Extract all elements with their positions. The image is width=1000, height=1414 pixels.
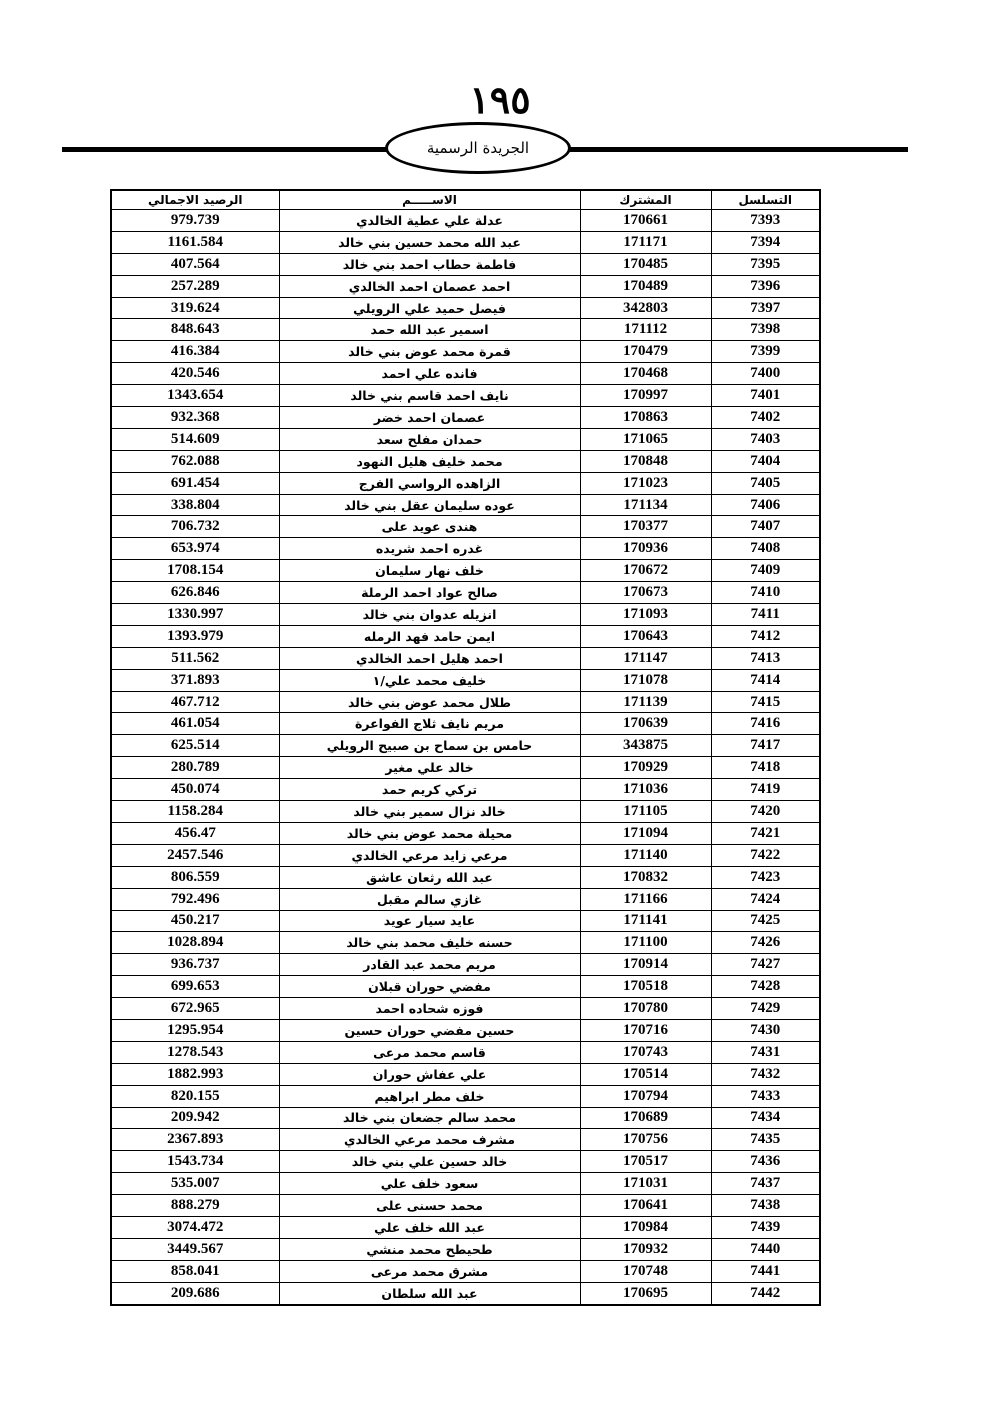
table-row	[111, 1041, 820, 1063]
serial-cell: 7419	[711, 779, 820, 801]
balance-cell: 762.088	[111, 450, 279, 472]
subscriber-cell: 170756	[580, 1129, 711, 1151]
subscriber-cell: 171166	[580, 888, 711, 910]
subscriber-cell: 170689	[580, 1107, 711, 1129]
table-row	[111, 932, 820, 954]
table-row	[111, 888, 820, 910]
serial-cell: 7401	[711, 385, 820, 407]
subscriber-cell: 170485	[580, 253, 711, 275]
name-cell: نايف احمد قاسم بني خالد	[279, 385, 580, 407]
balance-cell: 888.279	[111, 1195, 279, 1217]
serial-cell: 7425	[711, 910, 820, 932]
name-cell: مفضي حوران قبلان	[279, 976, 580, 998]
subscriber-cell: 342803	[580, 297, 711, 319]
subscriber-cell: 170673	[580, 582, 711, 604]
balance-cell: 420.546	[111, 363, 279, 385]
table-row	[111, 341, 820, 363]
subscriber-cell: 170695	[580, 1282, 711, 1304]
table-row	[111, 1085, 820, 1107]
serial-cell: 7407	[711, 516, 820, 538]
balance-cell: 848.643	[111, 319, 279, 341]
balance-cell: 626.846	[111, 582, 279, 604]
subscriber-cell: 170936	[580, 538, 711, 560]
balance-cell: 456.47	[111, 822, 279, 844]
balance-cell: 338.804	[111, 494, 279, 516]
serial-cell: 7415	[711, 691, 820, 713]
balance-cell: 1161.584	[111, 231, 279, 253]
balance-cell: 257.289	[111, 275, 279, 297]
balance-cell: 1158.284	[111, 801, 279, 823]
name-cell: مشرف محمد مرعي الخالدي	[279, 1129, 580, 1151]
column-header-subscriber: المشترك	[580, 190, 711, 210]
subscriber-cell: 170914	[580, 954, 711, 976]
name-cell: فانده علي احمد	[279, 363, 580, 385]
subscriber-cell: 170848	[580, 450, 711, 472]
balance-cell: 932.368	[111, 407, 279, 429]
subscriber-cell: 170661	[580, 210, 711, 232]
table-row	[111, 625, 820, 647]
serial-cell: 7394	[711, 231, 820, 253]
balance-cell: 535.007	[111, 1173, 279, 1195]
name-cell: عدلة علي عطية الخالدي	[279, 210, 580, 232]
table-row	[111, 1151, 820, 1173]
serial-cell: 7405	[711, 472, 820, 494]
balance-cell: 936.737	[111, 954, 279, 976]
subscriber-cell: 171171	[580, 231, 711, 253]
balance-cell: 461.054	[111, 713, 279, 735]
serial-cell: 7421	[711, 822, 820, 844]
balance-cell: 407.564	[111, 253, 279, 275]
subscriber-cell: 170743	[580, 1041, 711, 1063]
table-row	[111, 822, 820, 844]
header-rule-left	[62, 147, 387, 152]
balance-cell: 1882.993	[111, 1063, 279, 1085]
page-number: ١٩٥	[469, 77, 531, 122]
subscriber-cell: 170517	[580, 1151, 711, 1173]
subscriber-cell: 171094	[580, 822, 711, 844]
balance-cell: 1343.654	[111, 385, 279, 407]
name-cell: طحيطح محمد منشي	[279, 1238, 580, 1260]
name-cell: عبد الله سلطان	[279, 1282, 580, 1304]
name-cell: ايمن حامد فهد الرمله	[279, 625, 580, 647]
subscriber-cell: 170672	[580, 560, 711, 582]
subscriber-cell: 170716	[580, 1019, 711, 1041]
table-row	[111, 866, 820, 888]
subscriber-cell: 171065	[580, 428, 711, 450]
subscriber-cell: 171139	[580, 691, 711, 713]
table-row	[111, 385, 820, 407]
table-row	[111, 231, 820, 253]
table-row	[111, 1019, 820, 1041]
table-row	[111, 976, 820, 998]
balance-cell: 858.041	[111, 1260, 279, 1282]
subscriber-cell: 171093	[580, 604, 711, 626]
table-row	[111, 1063, 820, 1085]
table-row	[111, 1107, 820, 1129]
serial-cell: 7397	[711, 297, 820, 319]
subscriber-cell: 170932	[580, 1238, 711, 1260]
name-cell: خلف نهار سليمان	[279, 560, 580, 582]
balance-cell: 3074.472	[111, 1216, 279, 1238]
serial-cell: 7410	[711, 582, 820, 604]
table-row	[111, 516, 820, 538]
serial-cell: 7399	[711, 341, 820, 363]
balance-cell: 514.609	[111, 428, 279, 450]
subscriber-cell: 171036	[580, 779, 711, 801]
table-row	[111, 582, 820, 604]
table-row	[111, 297, 820, 319]
serial-cell: 7403	[711, 428, 820, 450]
name-cell: محمد حسنى على	[279, 1195, 580, 1217]
balance-cell: 511.562	[111, 647, 279, 669]
table-row	[111, 954, 820, 976]
name-cell: محيلة محمد عوض بني خالد	[279, 822, 580, 844]
name-cell: حمدان مفلح سعد	[279, 428, 580, 450]
serial-cell: 7417	[711, 735, 820, 757]
name-cell: خليف محمد علي/١	[279, 669, 580, 691]
name-cell: فوزه شحاده احمد	[279, 998, 580, 1020]
subscriber-cell: 170794	[580, 1085, 711, 1107]
subscriber-cell: 171078	[580, 669, 711, 691]
subscriber-cell: 170997	[580, 385, 711, 407]
table-row	[111, 428, 820, 450]
serial-cell: 7437	[711, 1173, 820, 1195]
serial-cell: 7436	[711, 1151, 820, 1173]
subscriber-cell: 170780	[580, 998, 711, 1020]
serial-cell: 7404	[711, 450, 820, 472]
name-cell: غازي سالم مقبل	[279, 888, 580, 910]
serial-cell: 7434	[711, 1107, 820, 1129]
name-cell: خالد علي مغير	[279, 757, 580, 779]
subscriber-cell: 171140	[580, 844, 711, 866]
name-cell: حسنه خليف محمد بني خالد	[279, 932, 580, 954]
table-row	[111, 407, 820, 429]
balance-cell: 280.789	[111, 757, 279, 779]
balance-cell: 1708.154	[111, 560, 279, 582]
serial-cell: 7439	[711, 1216, 820, 1238]
serial-cell: 7406	[711, 494, 820, 516]
table-row	[111, 735, 820, 757]
subscriber-cell: 170929	[580, 757, 711, 779]
column-header-balance: الرصيد الاجمالي	[111, 190, 279, 210]
serial-cell: 7430	[711, 1019, 820, 1041]
balance-cell: 1295.954	[111, 1019, 279, 1041]
subscriber-cell: 171141	[580, 910, 711, 932]
table-row	[111, 1195, 820, 1217]
name-cell: محمد سالم جضعان بني خالد	[279, 1107, 580, 1129]
name-cell: عصمان احمد خضر	[279, 407, 580, 429]
table-row	[111, 1238, 820, 1260]
subscriber-cell: 170518	[580, 976, 711, 998]
table-row	[111, 691, 820, 713]
balance-cell: 979.739	[111, 210, 279, 232]
balance-cell: 706.732	[111, 516, 279, 538]
serial-cell: 7427	[711, 954, 820, 976]
subscriber-cell: 171100	[580, 932, 711, 954]
balance-cell: 2367.893	[111, 1129, 279, 1151]
balance-cell: 450.217	[111, 910, 279, 932]
balance-cell: 371.893	[111, 669, 279, 691]
subscriber-cell: 170832	[580, 866, 711, 888]
name-cell: حسين مفضي حوران حسين	[279, 1019, 580, 1041]
serial-cell: 7416	[711, 713, 820, 735]
name-cell: علي عفاش حوران	[279, 1063, 580, 1085]
name-cell: محمد خليف هليل النهود	[279, 450, 580, 472]
table-row	[111, 910, 820, 932]
name-cell: حامس بن سماح بن صبيح الرويلي	[279, 735, 580, 757]
serial-cell: 7402	[711, 407, 820, 429]
name-cell: غدره احمد شريده	[279, 538, 580, 560]
balance-cell: 820.155	[111, 1085, 279, 1107]
serial-cell: 7395	[711, 253, 820, 275]
name-cell: خالد حسين علي بني خالد	[279, 1151, 580, 1173]
balance-cell: 792.496	[111, 888, 279, 910]
table-row	[111, 1260, 820, 1282]
serial-cell: 7408	[711, 538, 820, 560]
balance-cell: 450.074	[111, 779, 279, 801]
name-cell: فاطمة حطاب احمد بني خالد	[279, 253, 580, 275]
table-header-row	[111, 190, 820, 210]
serial-cell: 7438	[711, 1195, 820, 1217]
balance-cell: 806.559	[111, 866, 279, 888]
subscriber-cell: 170863	[580, 407, 711, 429]
balance-cell: 1330.997	[111, 604, 279, 626]
name-cell: عوده سليمان عقل بني خالد	[279, 494, 580, 516]
name-cell: مريم محمد عبد القادر	[279, 954, 580, 976]
table-row	[111, 647, 820, 669]
name-cell: خالد نزال سمير بني خالد	[279, 801, 580, 823]
table-row	[111, 253, 820, 275]
table-row	[111, 713, 820, 735]
serial-cell: 7428	[711, 976, 820, 998]
subscriber-cell: 171112	[580, 319, 711, 341]
serial-cell: 7424	[711, 888, 820, 910]
table-row	[111, 1173, 820, 1195]
table-row	[111, 1129, 820, 1151]
table-row	[111, 275, 820, 297]
serial-cell: 7418	[711, 757, 820, 779]
name-cell: عايد سيار عويد	[279, 910, 580, 932]
table-row	[111, 363, 820, 385]
serial-cell: 7396	[711, 275, 820, 297]
name-cell: مرعي زايد مرعي الخالدي	[279, 844, 580, 866]
balances-table	[110, 189, 821, 1306]
table-row	[111, 669, 820, 691]
table-row	[111, 844, 820, 866]
table-row	[111, 801, 820, 823]
balance-cell: 1393.979	[111, 625, 279, 647]
subscriber-cell: 171105	[580, 801, 711, 823]
table-row	[111, 538, 820, 560]
name-cell: مريم نايف ثلاج الفواعرة	[279, 713, 580, 735]
subscriber-cell: 170468	[580, 363, 711, 385]
name-cell: صالح عواد احمد الرملة	[279, 582, 580, 604]
column-header-serial: التسلسل	[711, 190, 820, 210]
subscriber-cell: 170748	[580, 1260, 711, 1282]
table-row	[111, 998, 820, 1020]
serial-cell: 7398	[711, 319, 820, 341]
subscriber-cell: 343875	[580, 735, 711, 757]
balance-cell: 699.653	[111, 976, 279, 998]
serial-cell: 7423	[711, 866, 820, 888]
balance-cell: 467.712	[111, 691, 279, 713]
balance-cell: 672.965	[111, 998, 279, 1020]
name-cell: انزيله عدوان بني خالد	[279, 604, 580, 626]
name-cell: اسمير عبد الله حمد	[279, 319, 580, 341]
serial-cell: 7426	[711, 932, 820, 954]
serial-cell: 7432	[711, 1063, 820, 1085]
balance-cell: 625.514	[111, 735, 279, 757]
name-cell: الزاهده الرواسي الفرج	[279, 472, 580, 494]
serial-cell: 7400	[711, 363, 820, 385]
name-cell: سعود خلف علي	[279, 1173, 580, 1195]
name-cell: طلال محمد عوض بني خالد	[279, 691, 580, 713]
balance-cell: 209.942	[111, 1107, 279, 1129]
serial-cell: 7409	[711, 560, 820, 582]
name-cell: قاسم محمد مرعى	[279, 1041, 580, 1063]
subscriber-cell: 171134	[580, 494, 711, 516]
balance-cell: 1278.543	[111, 1041, 279, 1063]
serial-cell: 7412	[711, 625, 820, 647]
subscriber-cell: 170377	[580, 516, 711, 538]
balance-cell: 209.686	[111, 1282, 279, 1304]
serial-cell: 7429	[711, 998, 820, 1020]
balance-cell: 319.624	[111, 297, 279, 319]
table-row	[111, 210, 820, 232]
balance-cell: 1028.894	[111, 932, 279, 954]
gazette-title-oval	[385, 122, 571, 174]
name-cell: مشرق محمد مرعى	[279, 1260, 580, 1282]
subscriber-cell: 170479	[580, 341, 711, 363]
name-cell: عبد الله خلف علي	[279, 1216, 580, 1238]
serial-cell: 7393	[711, 210, 820, 232]
balance-cell: 416.384	[111, 341, 279, 363]
column-header-name: الاســـــم	[279, 190, 580, 210]
subscriber-cell: 171147	[580, 647, 711, 669]
table-row	[111, 472, 820, 494]
serial-cell: 7413	[711, 647, 820, 669]
name-cell: فيصل حميد علي الرويلي	[279, 297, 580, 319]
subscriber-cell: 170643	[580, 625, 711, 647]
table-row	[111, 757, 820, 779]
serial-cell: 7442	[711, 1282, 820, 1304]
balance-cell: 3449.567	[111, 1238, 279, 1260]
balance-cell: 653.974	[111, 538, 279, 560]
serial-cell: 7422	[711, 844, 820, 866]
name-cell: احمد عصمان احمد الخالدي	[279, 275, 580, 297]
table-row	[111, 494, 820, 516]
serial-cell: 7435	[711, 1129, 820, 1151]
table-row	[111, 319, 820, 341]
table-row	[111, 450, 820, 472]
header-rule-right	[570, 147, 908, 152]
name-cell: هندى عويد على	[279, 516, 580, 538]
balance-cell: 1543.734	[111, 1151, 279, 1173]
serial-cell: 7411	[711, 604, 820, 626]
table-row	[111, 560, 820, 582]
subscriber-cell: 171031	[580, 1173, 711, 1195]
serial-cell: 7431	[711, 1041, 820, 1063]
gazette-title: الجريدة الرسمية	[426, 139, 530, 157]
serial-cell: 7414	[711, 669, 820, 691]
table-row	[111, 604, 820, 626]
balance-cell: 691.454	[111, 472, 279, 494]
name-cell: احمد هليل احمد الخالدي	[279, 647, 580, 669]
subscriber-cell: 170489	[580, 275, 711, 297]
subscriber-cell: 171023	[580, 472, 711, 494]
name-cell: عبد الله رثعان عاشق	[279, 866, 580, 888]
name-cell: خلف مطر ابراهيم	[279, 1085, 580, 1107]
subscriber-cell: 170641	[580, 1195, 711, 1217]
name-cell: عبد الله محمد حسين بني خالد	[279, 231, 580, 253]
balance-cell: 2457.546	[111, 844, 279, 866]
table-row	[111, 1216, 820, 1238]
subscriber-cell: 170639	[580, 713, 711, 735]
table-row	[111, 779, 820, 801]
table-row	[111, 1282, 820, 1304]
serial-cell: 7420	[711, 801, 820, 823]
name-cell: تركي كريم حمد	[279, 779, 580, 801]
name-cell: قمرة محمد عوض بني خالد	[279, 341, 580, 363]
serial-cell: 7440	[711, 1238, 820, 1260]
serial-cell: 7441	[711, 1260, 820, 1282]
subscriber-cell: 170514	[580, 1063, 711, 1085]
subscriber-cell: 170984	[580, 1216, 711, 1238]
serial-cell: 7433	[711, 1085, 820, 1107]
